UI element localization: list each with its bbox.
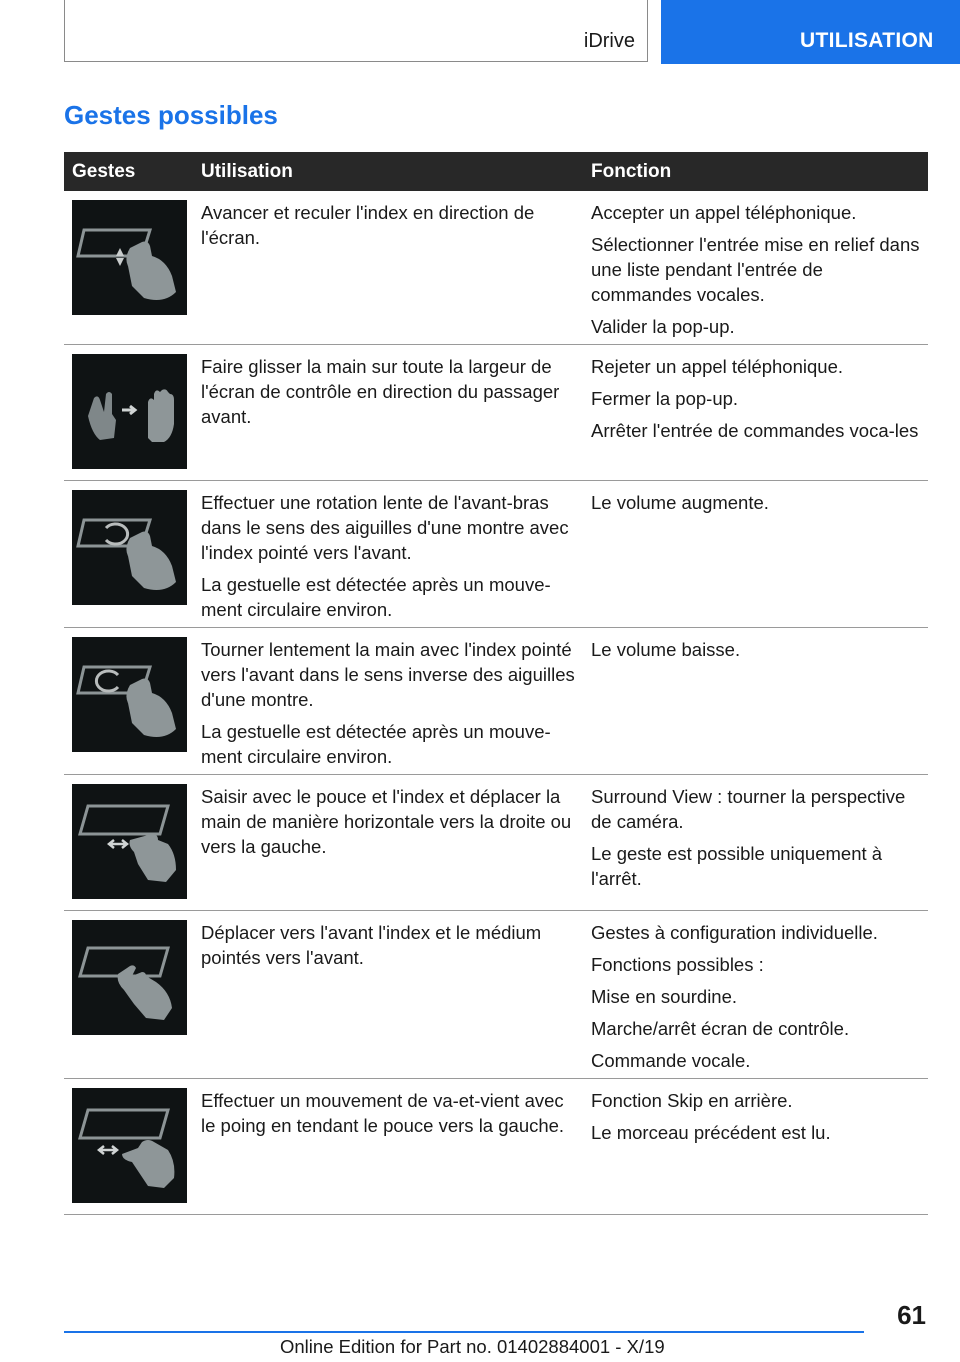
rotate-clockwise-gesture-icon	[72, 490, 187, 605]
usage-cell	[192, 191, 582, 344]
usage-text: Effectuer une rotation lente de l'avant-bras dans le sens des aiguilles d'une montre avec l'index pointé vers l'avant.	[201, 492, 569, 563]
function-text: Le volume augmente.	[591, 492, 769, 513]
rotate-counterclockwise-gesture-icon	[72, 637, 187, 752]
column-header-gestes: Gestes	[72, 160, 136, 182]
gesture-cell	[64, 481, 192, 627]
usage-cell	[192, 775, 582, 910]
usage-text: La gestuelle est détectée après un mouve-ment circulaire environ.	[201, 574, 551, 620]
usage-cell	[192, 481, 582, 627]
function-cell	[582, 628, 928, 774]
table-row	[64, 345, 928, 481]
table-row	[64, 911, 928, 1079]
function-cell	[582, 481, 928, 627]
function-cell	[582, 775, 928, 910]
header-chapter-tab	[661, 0, 960, 64]
gesture-cell	[64, 911, 192, 1078]
function-text: Fermer la pop-up.	[591, 388, 739, 409]
table-row	[64, 481, 928, 628]
fist-thumb-swipe-gesture-icon	[72, 1088, 187, 1203]
function-text: Le volume baisse.	[591, 639, 741, 660]
usage-text: Tourner lentement la main avec l'index pointé vers l'avant dans le sens inverse des aiguilles d'une montre.	[201, 639, 575, 710]
usage-text: Déplacer vers l'avant l'index et le médium pointés vers l'avant.	[201, 922, 542, 968]
function-text: Valider la pop-up.	[591, 316, 735, 337]
gesture-cell	[64, 191, 192, 344]
usage-cell	[192, 628, 582, 774]
swipe-hand-gesture-icon	[72, 354, 187, 469]
table-header	[64, 152, 928, 191]
gesture-cell	[64, 775, 192, 910]
gesture-cell	[64, 1079, 192, 1214]
page-number: 61	[897, 1300, 926, 1330]
pinch-move-gesture-icon	[72, 784, 187, 899]
header-section-box	[64, 0, 648, 62]
function-text: Rejeter un appel téléphonique.	[591, 356, 843, 377]
header-chapter-label: UTILISATION	[800, 29, 934, 52]
function-cell	[582, 191, 928, 344]
function-text: Fonctions possibles :	[591, 954, 764, 975]
usage-cell	[192, 911, 582, 1078]
header-section-label: iDrive	[583, 30, 635, 52]
usage-text: Avancer et reculer l'index en direction de l'écran.	[201, 202, 535, 248]
usage-text: Saisir avec le pouce et l'index et déplacer la main de manière horizontale vers la droite ou vers la gauche.	[201, 786, 572, 857]
function-text: Sélectionner l'entrée mise en relief dans une liste pendant l'entrée de commandes vocales.	[591, 234, 920, 305]
usage-text: Faire glisser la main sur toute la largeur de l'écran de contrôle en direction du passager avant.	[201, 356, 560, 427]
function-text: Marche/arrêt écran de contrôle.	[591, 1018, 850, 1039]
gesture-cell	[64, 345, 192, 480]
table-row	[64, 775, 928, 911]
footer-divider	[64, 1331, 864, 1333]
function-text: Le morceau précédent est lu.	[591, 1122, 831, 1143]
footer-edition: Online Edition for Part no. 01402884001 - X/19	[280, 1336, 665, 1357]
usage-cell	[192, 345, 582, 480]
table-row	[64, 1079, 928, 1215]
table-row	[64, 191, 928, 345]
function-cell	[582, 345, 928, 480]
usage-text: Effectuer un mouvement de va-et-vient avec le poing en tendant le pouce vers la gauche.	[201, 1090, 565, 1136]
column-header-utilisation: Utilisation	[201, 160, 293, 182]
page-title: Gestes possibles	[64, 100, 278, 130]
two-finger-point-gesture-icon	[72, 920, 187, 1035]
usage-text: La gestuelle est détectée après un mouve-ment circulaire environ.	[201, 721, 551, 767]
column-header-fonction: Fonction	[591, 160, 672, 182]
table-row	[64, 628, 928, 775]
function-text: Commande vocale.	[591, 1050, 751, 1071]
press-forward-gesture-icon	[72, 200, 187, 315]
function-text: Le geste est possible uniquement à l'arrêt.	[591, 843, 883, 889]
function-text: Mise en sourdine.	[591, 986, 738, 1007]
usage-cell	[192, 1079, 582, 1214]
function-text: Gestes à configuration individuelle.	[591, 922, 878, 943]
function-cell	[582, 1079, 928, 1214]
function-text: Surround View : tourner la perspective de caméra.	[591, 786, 906, 832]
function-cell	[582, 911, 928, 1078]
gesture-cell	[64, 628, 192, 774]
function-text: Fonction Skip en arrière.	[591, 1090, 793, 1111]
function-text: Arrêter l'entrée de commandes voca-les	[591, 420, 919, 441]
function-text: Accepter un appel téléphonique.	[591, 202, 857, 223]
gestures-table	[64, 152, 928, 1215]
